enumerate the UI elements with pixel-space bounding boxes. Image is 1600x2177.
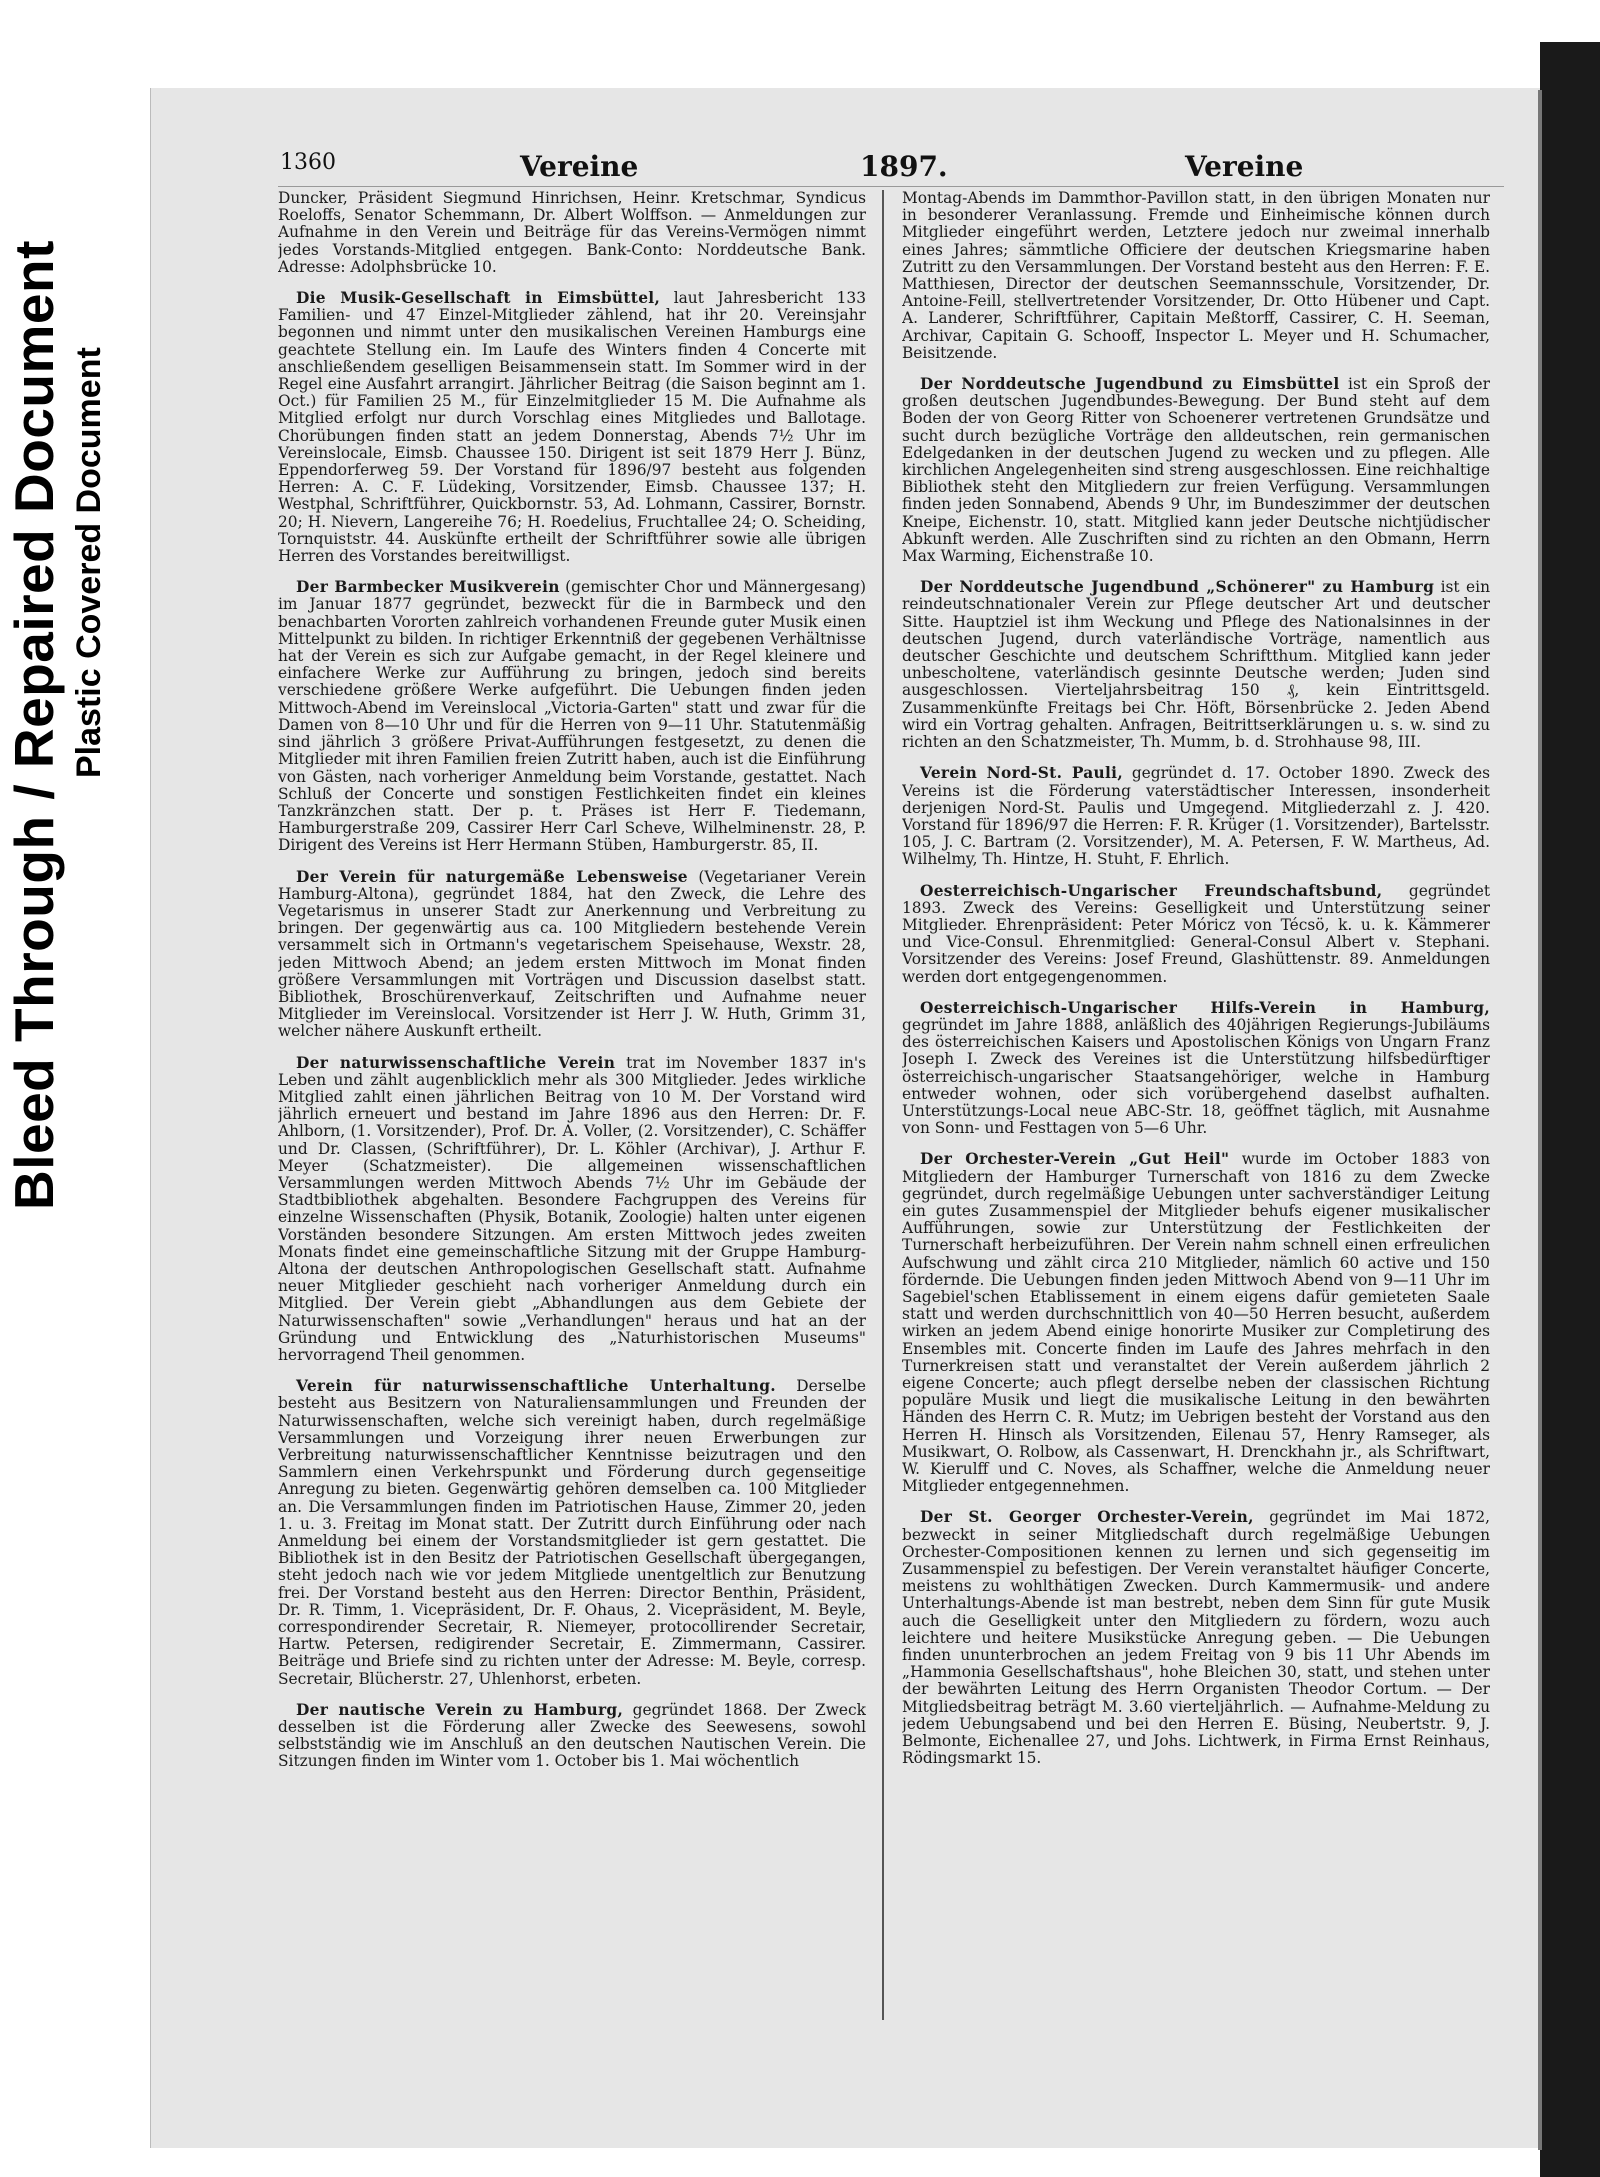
left-column — [278, 190, 866, 2020]
scan-annotation-margin — [0, 0, 150, 2177]
bleed-through-label: Bleed Through / Repaired Document — [3, 240, 65, 1210]
society-entry — [278, 290, 866, 565]
society-entry — [902, 190, 1490, 362]
society-entry — [902, 1151, 1490, 1495]
society-entry — [278, 1055, 866, 1365]
society-name: Verein Nord-St. Pauli, — [920, 764, 1123, 783]
society-entry — [278, 869, 866, 1041]
society-description: (Vegetarianer Verein Hamburg-Altona), gegründet 1884, hat den Zweck, die Lehre des Vegetarismus in unserer Stadt zur Anerkennung und Verbreitung zu bringen. Der gegenwärtig aus ca. 100 Mitgliedern bestehende Verein versammelt sich in Ortmann's vegetarischem Speisehause, Wexstr. 28, jeden Mittwoch Abend; an jedem ersten Mittwoch im Monat finden größere Versammlungen mit Vorträgen und Discussion daselbst statt. Bibliothek, Broschürenverkauf, Zeitschriften und Aufnahme neuer Mitglieder im Vereinslocal. Vorsitzender ist Herr J. W. Huth, Grimm 31, welcher nähere Auskunft ertheilt. — [278, 867, 866, 1041]
page-header — [280, 150, 1504, 186]
society-entry — [902, 765, 1490, 868]
running-title-right: Vereine — [1185, 150, 1304, 183]
society-entry — [902, 883, 1490, 986]
society-entry — [278, 1378, 866, 1688]
society-description: gegründet im Mai 1872, bezweckt in seiner Mitgliedschaft durch regelmäßige Uebungen Orchester-Compositionen kennen zu lernen und sich gegenseitig im Zusammenspiel zu befestigen. Der Verein veranstaltet häufiger Concerte, meistens zu wohlthätigen Zwecken. Durch Kammermusik- und andere Unterhaltungs-Abende ist man bestrebt, neben dem Sinn für gute Musik auch die Geselligkeit unter den Mitgliedern zu fördern, wozu auch leichtere und heitere Musikstücke Anregung geben. — Die Uebungen finden ununterbrochen an jedem Freitag von 9 bis 11 Uhr Abends im „Hammonia Gesellschaftshaus", hohe Bleichen 30, statt, und stehen unter der bewährten Leitung des Herrn Organisten Theodor Cortum. — Der Mitgliedsbeitrag beträgt M. 3.60 vierteljährlich. — Aufnahme-Meldung zu jedem Uebungsabend und bei den Herren E. Büsing, Neubertstr. 9, J. Belmonte, Eichenallee 27, und Johs. Lichtwerk, in Firma Ernst Reinhaus, Rödingsmarkt 15. — [902, 1508, 1490, 1768]
society-entry — [902, 579, 1490, 751]
society-name: Der naturwissenschaftliche Verein — [296, 1053, 616, 1072]
society-name: Verein für naturwissenschaftliche Unterhaltung. — [296, 1377, 776, 1396]
society-description: gegründet 1893. Zweck des Vereins: Geselligkeit und Unterstützung seiner Mitglieder. Ehrenpräsident: Peter Móricz von Técsö, k. u. k. Kämmerer und Vice-Consul. Ehrenmitglied: General-Consul Albert v. Stephani. Vorsitzender des Vereins: Josef Freund, Glashüttenstr. 89. Anmeldungen werden dort entgegengenommen. — [902, 881, 1490, 986]
society-description: ist ein Sproß der großen deutschen Jugendbundes-Bewegung. Der Bund steht auf dem Boden der von Georg Ritter von Schoenerer vertretenen Grundsätze und sucht durch bezügliche Vorträge den alldeutschen, rein germanischen Edelgedanken in der deutschen Jugend zu wecken und zu pflegen. Alle kirchlichen Angelegenheiten sind streng ausgeschlossen. Eine reichhaltige Bibliothek steht den Mitgliedern zur freien Verfügung. Versammlungen finden jeden Sonnabend, Abends 9 Uhr, im Bundeszimmer der deutschen Kneipe, Eichenstr. 10, statt. Mitglied kann jeder Deutsche nichtjüdischer Abkunft werden. Alle Zuschriften sind zu richten an den Obmann, Herrn Max Warming, Eichenstraße 10. — [902, 375, 1490, 566]
society-name: Der Norddeutsche Jugendbund „Schönerer" zu Hamburg — [920, 578, 1435, 597]
plastic-covered-label: Plastic Covered Document — [70, 347, 108, 778]
society-name: Der Norddeutsche Jugendbund zu Eimsbüttel — [920, 375, 1340, 394]
society-description: Derselbe besteht aus Besitzern von Naturaliensammlungen und Freunden der Naturwissenschaften, welche sich vereinigt haben, durch regelmäßige Versammlungen und Vorzeigung ihrer neuen Erwerbungen zur Verbreitung naturwissenschaftlicher Kenntnisse beizutragen und den Sammlern einen Verkehrspunkt und Förderung durch gegenseitige Anregung zu bieten. Gegenwärtig gehören demselben ca. 100 Mitglieder an. Die Versammlungen finden im Patriotischen Hause, Zimmer 20, jeden 1. u. 3. Freitag im Monat statt. Der Zutritt durch Einführung oder nach Anmeldung bei einem der Vorstandsmitglieder ist gern gestattet. Die Bibliothek ist in den Besitz der Patriotischen Gesellschaft übergegangen, steht jedoch nach wie vor jedem Mitgliede unentgeltlich zur Benutzung frei. Der Vorstand besteht aus den Herren: Director Benthin, Präsident, Dr. R. Timm, 1. Vicepräsident, Dr. F. Ohaus, 2. Vicepräsident, M. Beyle, correspondirender Secretair, R. Niemeyer, protocollirender Secretair, Hartw. Petersen, redigirender Secretair, E. Zimmermann, Cassirer. Beiträge und Briefe sind zu richten unter der Adresse: M. Beyle, corresp. Secretair, Blücherstr. 27, Uhlenhorst, erbeten. — [278, 1377, 866, 1688]
header-rule — [278, 186, 1504, 187]
society-name: Der Verein für naturgemäße Lebensweise — [296, 867, 688, 886]
society-name: Der nautische Verein zu Hamburg, — [296, 1700, 624, 1719]
society-entry — [902, 1509, 1490, 1767]
society-description: trat im November 1837 in's Leben und zählt augenblicklich mehr als 300 Mitglieder. Jedes wirkliche Mitglied zahlt einen jährlichen Beitrag von 10 M. Der Vorstand wird jährlich erneuert und bestand im Jahre 1896 aus den Herren: Dr. F. Ahlborn, (1. Vorsitzender), Prof. Dr. A. Voller, (2. Vorsitzender), C. Schäffer und Dr. Classen, (Schriftführer), Dr. L. Köhler (Archivar), J. Arthur F. Meyer (Schatzmeister). Die allgemeinen wissenschaftlichen Versammlungen werden Mittwoch Abends 7½ Uhr im Gebäude der Stadtbibliothek abgehalten. Besondere Fachgruppen des Vereins für einzelne Wissenschaften (Physik, Botanik, Zoologie) halten unter eigenen Vorständen besondere Sitzungen. Am ersten Mittwoch jedes zweiten Monats findet eine gemeinschaftliche Sitzung mit der Gruppe Hamburg-Altona der deutschen Anthropologischen Gesellschaft statt. Aufnahme neuer Mitglieder geschieht nach vorheriger Anmeldung durch ein Mitglied. Der Verein giebt „Abhandlungen aus dem Gebiete der Naturwissenschaften" sowie „Verhandlungen" heraus und hat an der Gründung und Entwicklung des „Naturhistorischen Museums" hervorragend Theil genommen. — [278, 1053, 866, 1364]
society-description: gegründet im Jahre 1888, anläßlich des 40jährigen Regierungs-Jubiläums des österreichischen Kaisers und Apostolischen Königs von Ungarn Franz Joseph I. Zweck des Vereines ist die Unterstützung hilfsbedürftiger österreichisch-ungarischer Staatsangehöriger, welche in Hamburg entweder wohnen, oder sich vorübergehend daselbst aufhalten. Unterstützungs-Local neue ABC-Str. 18, geöffnet täglich, mit Ausnahme von Sonn- und Festtagen von 5—6 Uhr. — [902, 1015, 1490, 1138]
society-name: Oesterreichisch-Ungarischer Hilfs-Verein in Hamburg, — [920, 998, 1490, 1017]
running-year: 1897. — [860, 150, 948, 183]
society-description: Duncker, Präsident Siegmund Hinrichsen, Heinr. Kretschmar, Syndicus Roeloffs, Senator Schemmann, Dr. Albert Wolffson. — Anmeldungen zur Aufnahme in den Verein und Beiträge für das Vereins-Vermögen nimmt jedes Vorstands-Mitglied entgegen. Bank-Conto: Norddeutsche Bank. Adresse: Adolphsbrücke 10. — [278, 190, 866, 276]
page-number: 1360 — [280, 150, 336, 175]
society-name: Die Musik-Gesellschaft in Eimsbüttel, — [296, 289, 661, 308]
society-name: Oesterreichisch-Ungarischer Freundschaftsbund, — [920, 881, 1383, 900]
society-description: laut Jahresbericht 133 Familien- und 47 Einzel-Mitglieder zählend, hat ihr 20. Vereinsjahr begonnen und nimmt unter den musikalischen Vereinen Hamburgs eine geachtete Stellung ein. Im Laufe des Winters finden 4 Concerte mit anschließendem geselligen Beisammensein statt. Im Sommer wird in der Regel eine Ausfahrt arrangirt. Jährlicher Beitrag (die Saison beginnt am 1. Oct.) für Familien 25 M., für Einzelmitglieder 15 M. Die Aufnahme als Mitglied erfolgt nur durch Vorschlag eines Mitgliedes und Ballotage. Chorübungen finden statt an jedem Donnerstag, Abends 7½ Uhr im Vereinslocale, Eimsb. Chaussee 150. Dirigent ist seit 1879 Herr J. Bünz, Eppendorferweg 59. Der Vorstand für 1896/97 besteht aus folgenden Herren: A. C. F. Lüdeking, Vorsitzender, Eimsb. Chaussee 137; H. Westphal, Schriftführer, Quickbornstr. 53, Ad. Lohmann, Cassirer, Bornstr. 20; H. Nievern, Langereihe 76; H. Roedelius, Fruchtallee 24; O. Scheiding, Tornquiststr. 44. Auskünfte ertheilt der Schriftführer sowie alle übrigen Herren des Vorstandes bereitwilligst. — [278, 289, 866, 566]
society-description: gegründet 1868. Der Zweck desselben ist die Förderung aller Zwecke des Seewesens, sowohl selbstständig wie im Anschluß an den deutschen Nautischen Verein. Die Sitzungen finden im Winter vom 1. October bis 1. Mai wöchentlich — [278, 1700, 866, 1771]
society-name: Der St. Georger Orchester-Verein, — [920, 1508, 1254, 1527]
society-entry — [278, 190, 866, 276]
society-description: (gemischter Chor und Männergesang) im Januar 1877 gegründet, bezweckt für die in Barmbeck und den benachbarten Vororten zahlreich vorhandenen Freunde guter Musik einen Mittelpunkt zu bilden. In richtiger Erkenntniß der gegebenen Verhältnisse hat der Verein es sich zur Aufgabe gemacht, in der Regel kleinere und einfachere Werke zur Aufführung zu bringen, jedoch sind bereits verschiedene größere Werke aufgeführt. Die Uebungen finden jeden Mittwoch-Abend im Vereinslocal „Victoria-Garten" statt und zwar für die Damen von 8—10 Uhr und für die Herren von 9—11 Uhr. Statutenmäßig sind jährlich 3 größere Privat-Aufführungen festgesetzt, zu denen die Mitglieder mit ihren Familien freien Zutritt haben, auch ist die Einführung von Gästen, nach vorheriger Anmeldung beim Vorstande, gestattet. Nach Schluß der Concerte und sonstigen Festlichkeiten findet ein kleines Tanzkränzchen statt. Der p. t. Präses ist Herr F. Tiedemann, Hamburgerstraße 209, Cassirer Herr Carl Scheve, Wilhelminenstr. 28, P. Dirigent des Vereins ist Herr Hermann Stüben, Hamburgerstr. 85, II. — [278, 578, 866, 855]
society-description: gegründet d. 17. October 1890. Zweck des Vereins ist die Förderung vaterstädtischer Interessen, insonderheit derjenigen Nord-St. Paulis und Umgegend. Mitgliederzahl z. J. 420. Vorstand für 1896/97 die Herren: F. R. Krüger (1. Vorsitzender), Bartelsstr. 105, J. C. Bartram (2. Vorsitzender), M. A. Petersen, F. W. Martheus, Ad. Wilhelmy, Th. Hintze, H. Stuht, F. Ehrlich. — [902, 764, 1490, 869]
running-title-left: Vereine — [520, 150, 639, 183]
society-name: Der Orchester-Verein „Gut Heil" — [920, 1150, 1230, 1169]
society-description: ist ein reindeutschnationaler Verein zur Pflege deutscher Art und deutscher Sitte. Hauptziel ist ihm Weckung und Pflege des Nationalsinnes in der deutschen Jugend, durch vaterländische Vorträge, namentlich aus deutscher Geschichte und deutschem Schriftthum. Mitglied kann jeder unbescholtene, vaterländisch gesinnte Deutsche werden; Juden sind ausgeschlossen. Vierteljahrsbeitrag 150 ₰, kein Eintrittsgeld. Zusammenkünfte Freitags bei Chr. Höft, Börsenbrücke 2. Jeden Abend wird ein Vortrag gehalten. Anfragen, Beitrittserklärungen u. s. w. sind zu richten an den Schatzmeister, Th. Mumm, b. d. Strohhause 98, III. — [902, 578, 1490, 752]
scan-border-right — [1540, 42, 1600, 2177]
society-entry — [278, 1702, 866, 1771]
society-entry — [278, 579, 866, 854]
society-entry — [902, 1000, 1490, 1138]
column-divider — [882, 190, 884, 2020]
society-description: Montag-Abends im Dammthor-Pavillon statt, in den übrigen Monaten nur in besonderer Veranlassung. Fremde und Einheimische können durch Mitglieder eingeführt werden, Letztere jedoch nur zweimal innerhalb eines Jahres; sämmtliche Officiere der deutschen Kriegsmarine haben Zutritt zu den Versammlungen. Der Vorstand besteht aus den Herren: F. E. Matthiesen, Director der deutschen Seemannsschule, Vorsitzender, Dr. Antoine-Feill, stellvertretender Vorsitzender, Dr. Otto Hübener und Capt. A. Landerer, Schriftführer, Capitain Meßtorff, Cassirer, C. H. Seeman, Archivar, Capitain G. Schooff, Inspector L. Meyer und H. Schumacher, Beisitzende. — [902, 190, 1490, 362]
society-description: wurde im October 1883 von Mitgliedern der Hamburger Turnerschaft von 1816 zu dem Zwecke gegründet, durch regelmäßige Uebungen unter sachverständiger Leitung ein gutes Zusammenspiel der Mitglieder behufs eigener musikalischer Aufführungen, sowie zur Unterstützung der Festlichkeiten der Turnerschaft herbeizuführen. Der Verein nahm schnell einen erfreulichen Aufschwung und zählt circa 210 Mitglieder, nämlich 60 active und 150 fördernde. Die Uebungen finden jeden Mittwoch Abend von 9—11 Uhr im Sagebiel'schen Etablissement in einem eigens dafür gemieteten Saale statt und werden durchschnittlich von 40—50 Herren besucht, außerdem wirken an jedem Abend einige honorirte Musiker zur Completirung des Ensembles mit. Concerte finden im Laufe des Jahres mehrfach in den Turnerkreisen statt und veranstaltet der Verein außerdem jährlich 2 eigene Concerte; auch pflegt derselbe neben der classischen Richtung populäre Musik und liegt die musikalische Leitung in den bewährten Händen des Herrn C. R. Mutz; im Uebrigen besteht der Vorstand aus den Herren H. Hinsch als Vorsitzenden, Eilenau 57, Henry Ramseger, als Musikwart, O. Rolbow, als Cassenwart, H. Drenckhahn jr., als Schriftwart, W. Kierulff und C. Noves, als Schaffner, welche die Anmeldung neuer Mitglieder entgegennehmen. — [902, 1150, 1490, 1496]
right-column — [902, 190, 1490, 2020]
page-edge-shadow — [1538, 90, 1542, 2150]
society-entry — [902, 376, 1490, 565]
society-name: Der Barmbecker Musikverein — [296, 578, 560, 597]
